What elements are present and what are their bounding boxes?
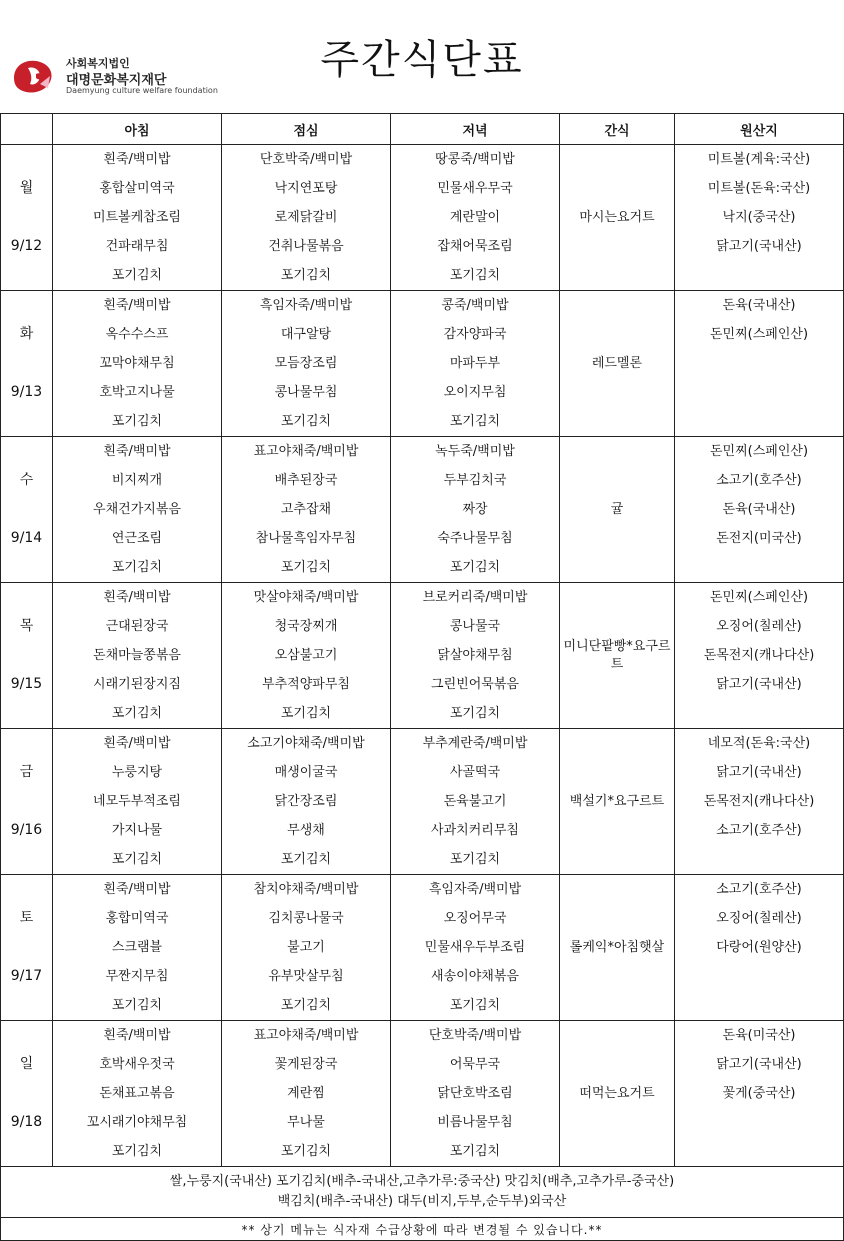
menu-item: 포기김치 (111, 414, 163, 429)
menu-item: 숙주나물무침 (437, 531, 513, 546)
menu-item: 민물새우두부조림 (424, 940, 526, 955)
day-label: 화 (19, 326, 34, 342)
spacer (1, 203, 52, 232)
origin-item: 소고기(호주산) (716, 473, 802, 488)
snack-cell: 미니단팥빵*요구르트 (560, 583, 675, 729)
org-name-label: 대명문화복지재단 (66, 73, 167, 88)
menu-item: 포기김치 (111, 560, 163, 575)
header-lunch: 점심 (222, 114, 391, 145)
menu-item: 표고야채죽/백미밥 (253, 1028, 359, 1043)
table-row (1, 291, 844, 437)
day-cell (1, 437, 53, 583)
menu-item: 오징어무국 (443, 911, 507, 926)
origin-cell (675, 875, 844, 1021)
menu-item: 꼬막야채무침 (99, 356, 175, 371)
menu-item: 잡채어묵조림 (437, 239, 513, 254)
spacer (1, 1079, 52, 1108)
snack-cell: 롤케익*아침햇살 (560, 875, 675, 1021)
menu-item: 건취나물볶음 (268, 239, 344, 254)
date-label: 9/14 (10, 530, 43, 546)
menu-item: 새송이야채볶음 (431, 969, 519, 984)
origin-cell (675, 145, 844, 291)
menu-item: 콩나물국 (449, 619, 501, 634)
day-cell (1, 1021, 53, 1167)
menu-item: 단호박죽/백미밥 (428, 1028, 522, 1043)
menu-item: 돈육불고기 (443, 794, 507, 809)
snack-cell: 레드멜론 (560, 291, 675, 437)
origin-cell (675, 291, 844, 437)
day-label: 목 (19, 618, 34, 634)
menu-item: 흑임자죽/백미밥 (428, 882, 522, 897)
menu-item: 흰죽/백미밥 (103, 298, 171, 313)
dinner-cell (391, 1021, 560, 1167)
spacer (1, 349, 52, 378)
origin-item: 미트볼(돈육:국산) (707, 181, 811, 196)
origin-note-line2: 백김치(배추-국내산) 대두(비지,두부,순두부)외국산 (277, 1194, 567, 1209)
dinner-cell (391, 437, 560, 583)
menu-item: 네모두부적조림 (93, 794, 181, 809)
origin-item: 네모적(돈육:국산) (707, 736, 811, 751)
dinner-cell (391, 729, 560, 875)
menu-item: 고추잡채 (280, 502, 332, 517)
origin-item: 돈육(미국산) (722, 1028, 796, 1043)
table-row (1, 729, 844, 875)
menu-item: 꽃게된장국 (274, 1057, 338, 1072)
org-type-label: 사회복지법인 (66, 57, 130, 70)
date-label: 9/12 (10, 238, 43, 254)
snack-cell: 백설기*요구르트 (560, 729, 675, 875)
menu-item: 호박고지나물 (99, 385, 175, 400)
date-label: 9/16 (10, 822, 43, 838)
header-snack: 간식 (560, 114, 675, 145)
origin-item: 소고기(호주산) (716, 823, 802, 838)
spacer (1, 261, 52, 290)
menu-item: 꼬시래기야채무침 (86, 1115, 188, 1130)
page-title: 주간식단표 (320, 37, 524, 83)
menu-item: 흑임자죽/백미밥 (259, 298, 353, 313)
menu-item: 민물새우무국 (437, 181, 513, 196)
origin-item (675, 407, 843, 436)
origin-item (675, 1137, 843, 1166)
breakfast-cell (53, 145, 222, 291)
menu-item: 포기김치 (280, 414, 332, 429)
menu-item: 돈채표고볶음 (99, 1086, 175, 1101)
origin-item: 오징어(칠레산) (716, 911, 802, 926)
menu-item: 참나물흑임자무침 (255, 531, 357, 546)
spacer (1, 583, 52, 612)
origin-item: 돈목전지(캐나다산) (703, 794, 815, 809)
menu-item: 사골떡국 (449, 765, 501, 780)
menu-item: 대구알탕 (280, 327, 332, 342)
org-english-name: Daemyung culture welfare foundation (66, 86, 218, 95)
day-cell (1, 145, 53, 291)
menu-item: 흰죽/백미밥 (103, 152, 171, 167)
menu-item: 가지나물 (111, 823, 163, 838)
origin-item: 닭고기(국내산) (716, 1057, 802, 1072)
menu-item: 포기김치 (449, 1144, 501, 1159)
origin-cell (675, 437, 844, 583)
menu-item: 흰죽/백미밥 (103, 882, 171, 897)
origin-item (675, 349, 843, 378)
menu-item: 포기김치 (111, 706, 163, 721)
breakfast-cell (53, 1021, 222, 1167)
origin-item: 돈전지(미국산) (716, 531, 802, 546)
spacer (1, 729, 52, 758)
origin-item: 닭고기(국내산) (716, 239, 802, 254)
menu-item: 포기김치 (449, 706, 501, 721)
spacer (1, 407, 52, 436)
menu-item: 녹두죽/백미밥 (435, 444, 515, 459)
day-label: 월 (19, 180, 34, 196)
menu-item: 포기김치 (111, 1144, 163, 1159)
menu-item: 그린빈어묵볶음 (431, 677, 519, 692)
lunch-cell (222, 145, 391, 291)
menu-item: 무나물 (287, 1115, 325, 1130)
origin-cell (675, 583, 844, 729)
menu-item: 소고기야채죽/백미밥 (247, 736, 365, 751)
menu-item: 무생채 (287, 823, 325, 838)
menu-item: 미트볼케찹조림 (93, 210, 181, 225)
menu-item: 어묵무국 (449, 1057, 501, 1072)
breakfast-cell (53, 291, 222, 437)
table-row (1, 1021, 844, 1167)
menu-item: 옥수수스프 (105, 327, 169, 342)
page-header (0, 0, 844, 113)
menu-item: 불고기 (287, 940, 325, 955)
menu-item: 누룽지탕 (111, 765, 163, 780)
origin-item: 돈육(국내산) (722, 298, 796, 313)
menu-item: 닭단호박조림 (437, 1086, 513, 1101)
menu-item: 흰죽/백미밥 (103, 590, 171, 605)
menu-item: 포기김치 (111, 852, 163, 867)
menu-item: 포기김치 (449, 852, 501, 867)
spacer (1, 991, 52, 1020)
spacer (1, 699, 52, 728)
dinner-cell (391, 145, 560, 291)
breakfast-cell (53, 875, 222, 1021)
menu-item: 포기김치 (280, 706, 332, 721)
origin-item: 꽃게(중국산) (722, 1086, 796, 1101)
breakfast-cell (53, 437, 222, 583)
header-blank (1, 114, 53, 145)
menu-item: 브로커리죽/백미밥 (422, 590, 528, 605)
spacer (1, 875, 52, 904)
table-row (1, 437, 844, 583)
table-row (1, 145, 844, 291)
menu-item: 스크램블 (111, 940, 163, 955)
date-label: 9/15 (10, 676, 43, 692)
menu-item: 포기김치 (449, 998, 501, 1013)
day-cell (1, 875, 53, 1021)
spacer (1, 933, 52, 962)
day-label: 토 (19, 910, 34, 926)
menu-item: 포기김치 (449, 268, 501, 283)
menu-item: 오이지무침 (443, 385, 507, 400)
date-label: 9/13 (10, 384, 43, 400)
dinner-cell (391, 583, 560, 729)
breakfast-cell (53, 729, 222, 875)
day-cell (1, 291, 53, 437)
menu-item: 마파두부 (449, 356, 501, 371)
menu-item: 시래기된장지짐 (93, 677, 181, 692)
dinner-cell (391, 291, 560, 437)
menu-item: 모듬장조림 (274, 356, 338, 371)
menu-item: 포기김치 (449, 414, 501, 429)
spacer (1, 1137, 52, 1166)
lunch-cell (222, 875, 391, 1021)
menu-item: 포기김치 (280, 268, 332, 283)
origin-item (675, 553, 843, 582)
origin-item: 닭고기(국내산) (716, 677, 802, 692)
menu-item: 청국장찌개 (274, 619, 338, 634)
origin-item: 돈육(국내산) (722, 502, 796, 517)
header-origin: 원산지 (675, 114, 844, 145)
menu-item: 계란찜 (287, 1086, 325, 1101)
menu-item: 홍합살미역국 (99, 181, 175, 196)
menu-item: 포기김치 (111, 998, 163, 1013)
origin-item: 낙지(중국산) (722, 210, 796, 225)
notes-row (1, 1167, 844, 1218)
day-cell (1, 729, 53, 875)
origin-item (675, 845, 843, 874)
menu-item: 비름나물무침 (437, 1115, 513, 1130)
spacer (1, 787, 52, 816)
menu-item: 부추계란죽/백미밥 (422, 736, 528, 751)
origin-item (675, 378, 843, 407)
origin-note-line1: 쌀,누룽지(국내산) 포기김치(배추-국내산,고추가루:중국산) 맛김치(배추,고추가루-중국산) (169, 1174, 675, 1189)
menu-item: 우채건가지볶음 (93, 502, 181, 517)
menu-item: 무짠지무침 (105, 969, 169, 984)
date-label: 9/17 (10, 968, 43, 984)
menu-item: 흰죽/백미밥 (103, 736, 171, 751)
day-label: 일 (19, 1056, 34, 1072)
origin-notes (1, 1167, 844, 1218)
origin-cell (675, 1021, 844, 1167)
spacer (1, 1021, 52, 1050)
menu-item: 콩죽/백미밥 (441, 298, 509, 313)
header-dinner: 저녁 (391, 114, 560, 145)
table-row (1, 875, 844, 1021)
menu-item: 낙지연포탕 (274, 181, 338, 196)
lunch-cell (222, 437, 391, 583)
spacer (1, 845, 52, 874)
day-label: 금 (19, 764, 34, 780)
spacer (1, 145, 52, 174)
menu-item: 로제닭갈비 (274, 210, 338, 225)
menu-item: 돈채마늘쫑볶음 (93, 648, 181, 663)
origin-item: 다랑어(원양산) (716, 940, 802, 955)
spacer (1, 641, 52, 670)
menu-item: 매생이굴국 (274, 765, 338, 780)
spacer (1, 495, 52, 524)
origin-item: 돈목전지(캐나다산) (703, 648, 815, 663)
menu-item: 배추된장국 (274, 473, 338, 488)
menu-item: 계란말이 (449, 210, 501, 225)
weekly-menu-table (0, 113, 844, 1241)
origin-item (675, 699, 843, 728)
origin-item: 오징어(칠레산) (716, 619, 802, 634)
table-row (1, 583, 844, 729)
lunch-cell (222, 1021, 391, 1167)
day-cell (1, 583, 53, 729)
spacer (1, 437, 52, 466)
menu-item: 오삼불고기 (274, 648, 338, 663)
origin-item: 소고기(호주산) (716, 882, 802, 897)
menu-item: 호박새우젓국 (99, 1057, 175, 1072)
menu-item: 닭간장조림 (274, 794, 338, 809)
snack-cell: 떠먹는요거트 (560, 1021, 675, 1167)
menu-item: 콩나물무침 (274, 385, 338, 400)
menu-item: 홍합미역국 (105, 911, 169, 926)
menu-item: 사과치커리무침 (431, 823, 519, 838)
origin-item (675, 1108, 843, 1137)
menu-item: 포기김치 (449, 560, 501, 575)
breakfast-cell (53, 583, 222, 729)
spacer (1, 291, 52, 320)
header-breakfast: 아침 (53, 114, 222, 145)
menu-item: 김치콩나물국 (268, 911, 344, 926)
menu-item: 연근조림 (111, 531, 163, 546)
dinner-cell (391, 875, 560, 1021)
menu-item: 포기김치 (111, 268, 163, 283)
footer-notice: ** 상기 메뉴는 식자재 수급상황에 따라 변경될 수 있습니다.** (1, 1218, 844, 1241)
origin-item: 돈민찌(스페인산) (709, 590, 809, 605)
lunch-cell (222, 583, 391, 729)
menu-item: 두부김치국 (443, 473, 507, 488)
menu-item: 부추적양파무침 (262, 677, 350, 692)
origin-item: 돈민찌(스페인산) (709, 327, 809, 342)
menu-item: 감자양파국 (443, 327, 507, 342)
menu-item: 포기김치 (280, 852, 332, 867)
origin-item: 닭고기(국내산) (716, 765, 802, 780)
origin-item (675, 991, 843, 1020)
menu-item: 표고야채죽/백미밥 (253, 444, 359, 459)
lunch-cell (222, 291, 391, 437)
origin-item: 미트볼(계육:국산) (707, 152, 811, 167)
menu-item: 포기김치 (280, 560, 332, 575)
lunch-cell (222, 729, 391, 875)
spacer (1, 553, 52, 582)
menu-item: 땅콩죽/백미밥 (435, 152, 515, 167)
origin-item (675, 962, 843, 991)
snack-cell: 귤 (560, 437, 675, 583)
menu-item: 건파래무침 (105, 239, 169, 254)
menu-item: 유부맛살무침 (268, 969, 344, 984)
table-header-row (1, 114, 844, 145)
date-label: 9/18 (10, 1114, 43, 1130)
menu-item: 포기김치 (280, 1144, 332, 1159)
origin-item (675, 261, 843, 290)
origin-item: 돈민찌(스페인산) (709, 444, 809, 459)
origin-cell (675, 729, 844, 875)
menu-item: 근대된장국 (105, 619, 169, 634)
menu-item: 흰죽/백미밥 (103, 1028, 171, 1043)
menu-item: 포기김치 (280, 998, 332, 1013)
menu-item: 닭살야채무침 (437, 648, 513, 663)
footer-row (1, 1218, 844, 1241)
menu-item: 흰죽/백미밥 (103, 444, 171, 459)
menu-item: 비지찌개 (111, 473, 163, 488)
menu-item: 단호박죽/백미밥 (259, 152, 353, 167)
menu-item: 참치야채죽/백미밥 (253, 882, 359, 897)
menu-item: 맛살야채죽/백미밥 (253, 590, 359, 605)
menu-body (1, 145, 844, 1167)
snack-cell: 마시는요거트 (560, 145, 675, 291)
menu-item: 짜장 (462, 502, 488, 517)
day-label: 수 (19, 472, 34, 488)
